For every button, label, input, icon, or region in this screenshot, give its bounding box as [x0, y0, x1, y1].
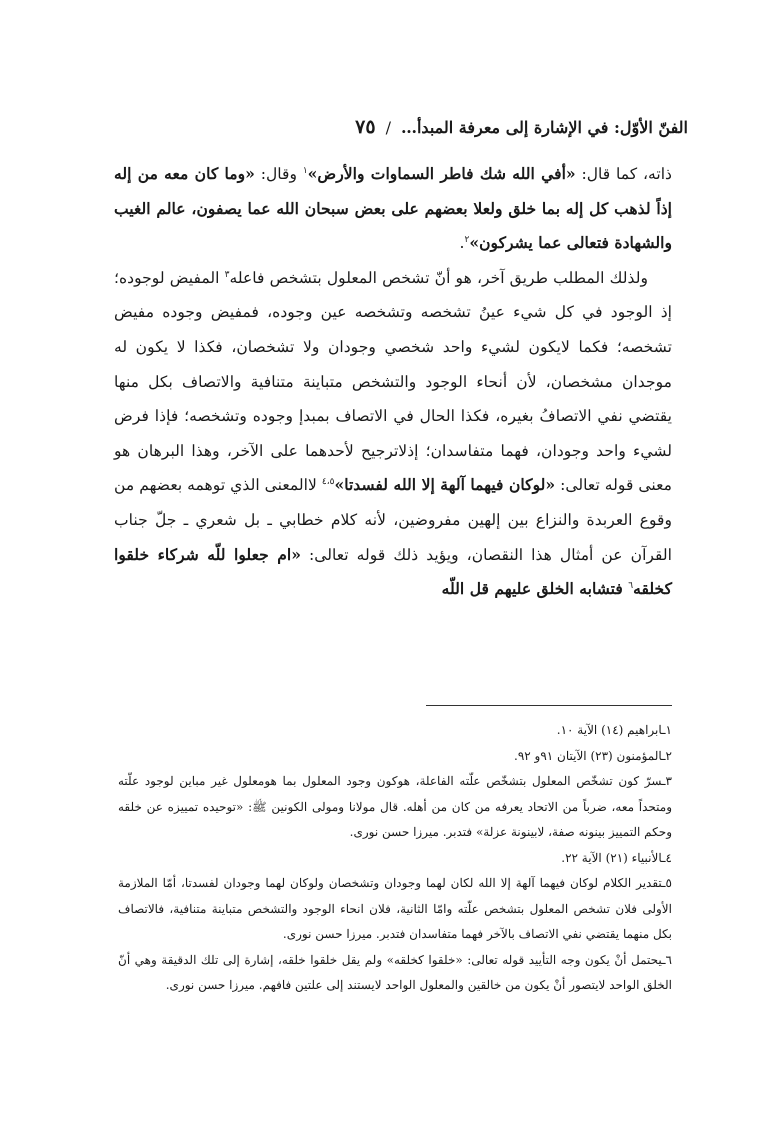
footnote-text: ـتقدير الكلام لوكان فيهما آلهة إلا الله لكان لهما وجودان وتشخصان ولوكان لهما وجودان لفسدتا، أمّا الملازمة الأولى فلان تشخص المعلول بتشخص علّته وامّا الثانية، فلان انحاء الوجود والتشخص متباينة متنافية، فالاتصاف بكل منهما يقتضي نفي الاتصاف بالآخر فهما متفاسدان فتدبر. ميرزا حسن نوری. [118, 876, 672, 941]
quran-quote: «أفي الله شك فاطر السماوات والأرض» [307, 164, 576, 183]
footnote [118, 769, 672, 846]
footnote-text: ـابراهيم (١٤) الآية ١٠. [556, 723, 666, 737]
quran-quote: «لوكان فيهما آلهة إلا الله لفسدتا» [334, 475, 556, 495]
header-separator: / [385, 117, 391, 137]
footnote [118, 846, 672, 872]
footnote-divider [426, 705, 672, 706]
footnote [118, 948, 672, 999]
page-number: ٧٥ [355, 116, 376, 138]
main-text [114, 157, 672, 607]
footnote-ref: ٣ [224, 269, 230, 280]
footnote [118, 871, 672, 948]
footnote-text: ـيحتمل أنْ يكون وجه التأييد قوله تعالى: «خلقوا كخلقه» ولم يقل خلقوا خلقه، إشارة إلى تلك الدقيقة وهي أنّ الخلق الواحد لايتصور أنْ يكون من خالقين والمعلول الواحد لايستند إلى علتين فافهم. ميرزا حسن نوری. [118, 952, 672, 992]
footnote-number: ٤ [665, 850, 672, 865]
footnote [118, 718, 672, 744]
footnote [118, 744, 672, 770]
text-run: لاالمعنى الذي توهمه بعضهم من وقوع العربدة والنزاع بين إلهين مفروضين، لأنه كلام خطابي ـ بل شعري ـ جلّ جناب القرآن عن أمثال هذا النقصان، ويؤيد ذلك قوله تعالى: [114, 476, 672, 564]
footnote-text: ـالأنبياء (٢١) الآية ٢٢. [561, 850, 666, 865]
running-header [130, 116, 688, 138]
text-run: وقال: [254, 165, 303, 183]
footnote-number: ٦ [665, 952, 672, 967]
paragraph [114, 261, 672, 607]
footnote-number: ١ [665, 723, 672, 737]
footnote-ref: ٦ [628, 580, 634, 591]
quran-quote: «وما كان معه من إله إذاً لذهب كل إله بما خلق ولعلا بعضهم على بعض سبحان الله عما يصفون، عالم الغيب والشهادة فتعالى عما يشركون» [114, 164, 672, 253]
text-run: ولذلك المطلب طريق آخر، هو أنّ تشخص المعلول بتشخص فاعله [229, 268, 648, 287]
footnote-number: ٥ [665, 876, 672, 890]
quran-quote: فتشابه الخلق عليهم قل اللّه [441, 579, 629, 599]
text-run: . [459, 234, 465, 253]
text-run: المفيض لوجوده؛ إذ الوجود في كل شيء عينُ تشخصه وتشخصه عين وجوده، فمفيض وجوده مفيض تشخصه؛ فكما لايكون لشيء واحد شخصي وجودان ولا تشخصان، فكذا لا يكون له موجدان مشخصان، لأن أنحاء الوجود والتشخص متباينة متنافية والاتصاف بكل منها يقتضي نفي الاتصافُ بغيره، فكذا الحال في الاتصاف بمبدإ وجوده وتشخصه؛ فإذا فرض لشيء واحد وجودان، فهما متفاسدان؛ إذلاترجيح لأحدهما على الآخر، وهذا البرهان هو معنى قوله تعالى: [114, 268, 672, 495]
paragraph [114, 157, 672, 261]
chapter-title: الفنّ الأوّل: في الإشارة إلى معرفة المبدأ… [400, 117, 688, 137]
footnote-ref: ٢ [464, 235, 470, 245]
footnote-ref: ١ [302, 165, 308, 176]
text-run: ذاته، كما قال: [575, 165, 672, 183]
footnote-text: ـسرّ كون تشخّص المعلول بتشخّص علّته الفاعلة، هوكون وجود المعلول بما هومعلول غير مباين لوجود علّته ومتحداً معه، ضرباً من الاتحاد يعرفه من كان من أهله. قال مولانا ومولى الكونين ﷺ: «توحيده تمييزه عن خلقه وحكم التمييز بينونه صفة، لابينونة عزلة» فتدبر. ميرزا حسن نوری. [118, 774, 672, 839]
footnote-number: ٣ [665, 774, 672, 788]
quran-quote: «ام جعلوا للّه شركاء خلقوا كخلقه [114, 544, 672, 599]
footnote-ref: ٤،٥ [321, 477, 335, 488]
footnote-number: ٢ [665, 748, 672, 763]
footnote-text: ـالمؤمنون (٢٣) الآيتان ٩١و ٩٢. [513, 748, 666, 763]
footnotes [118, 718, 672, 999]
